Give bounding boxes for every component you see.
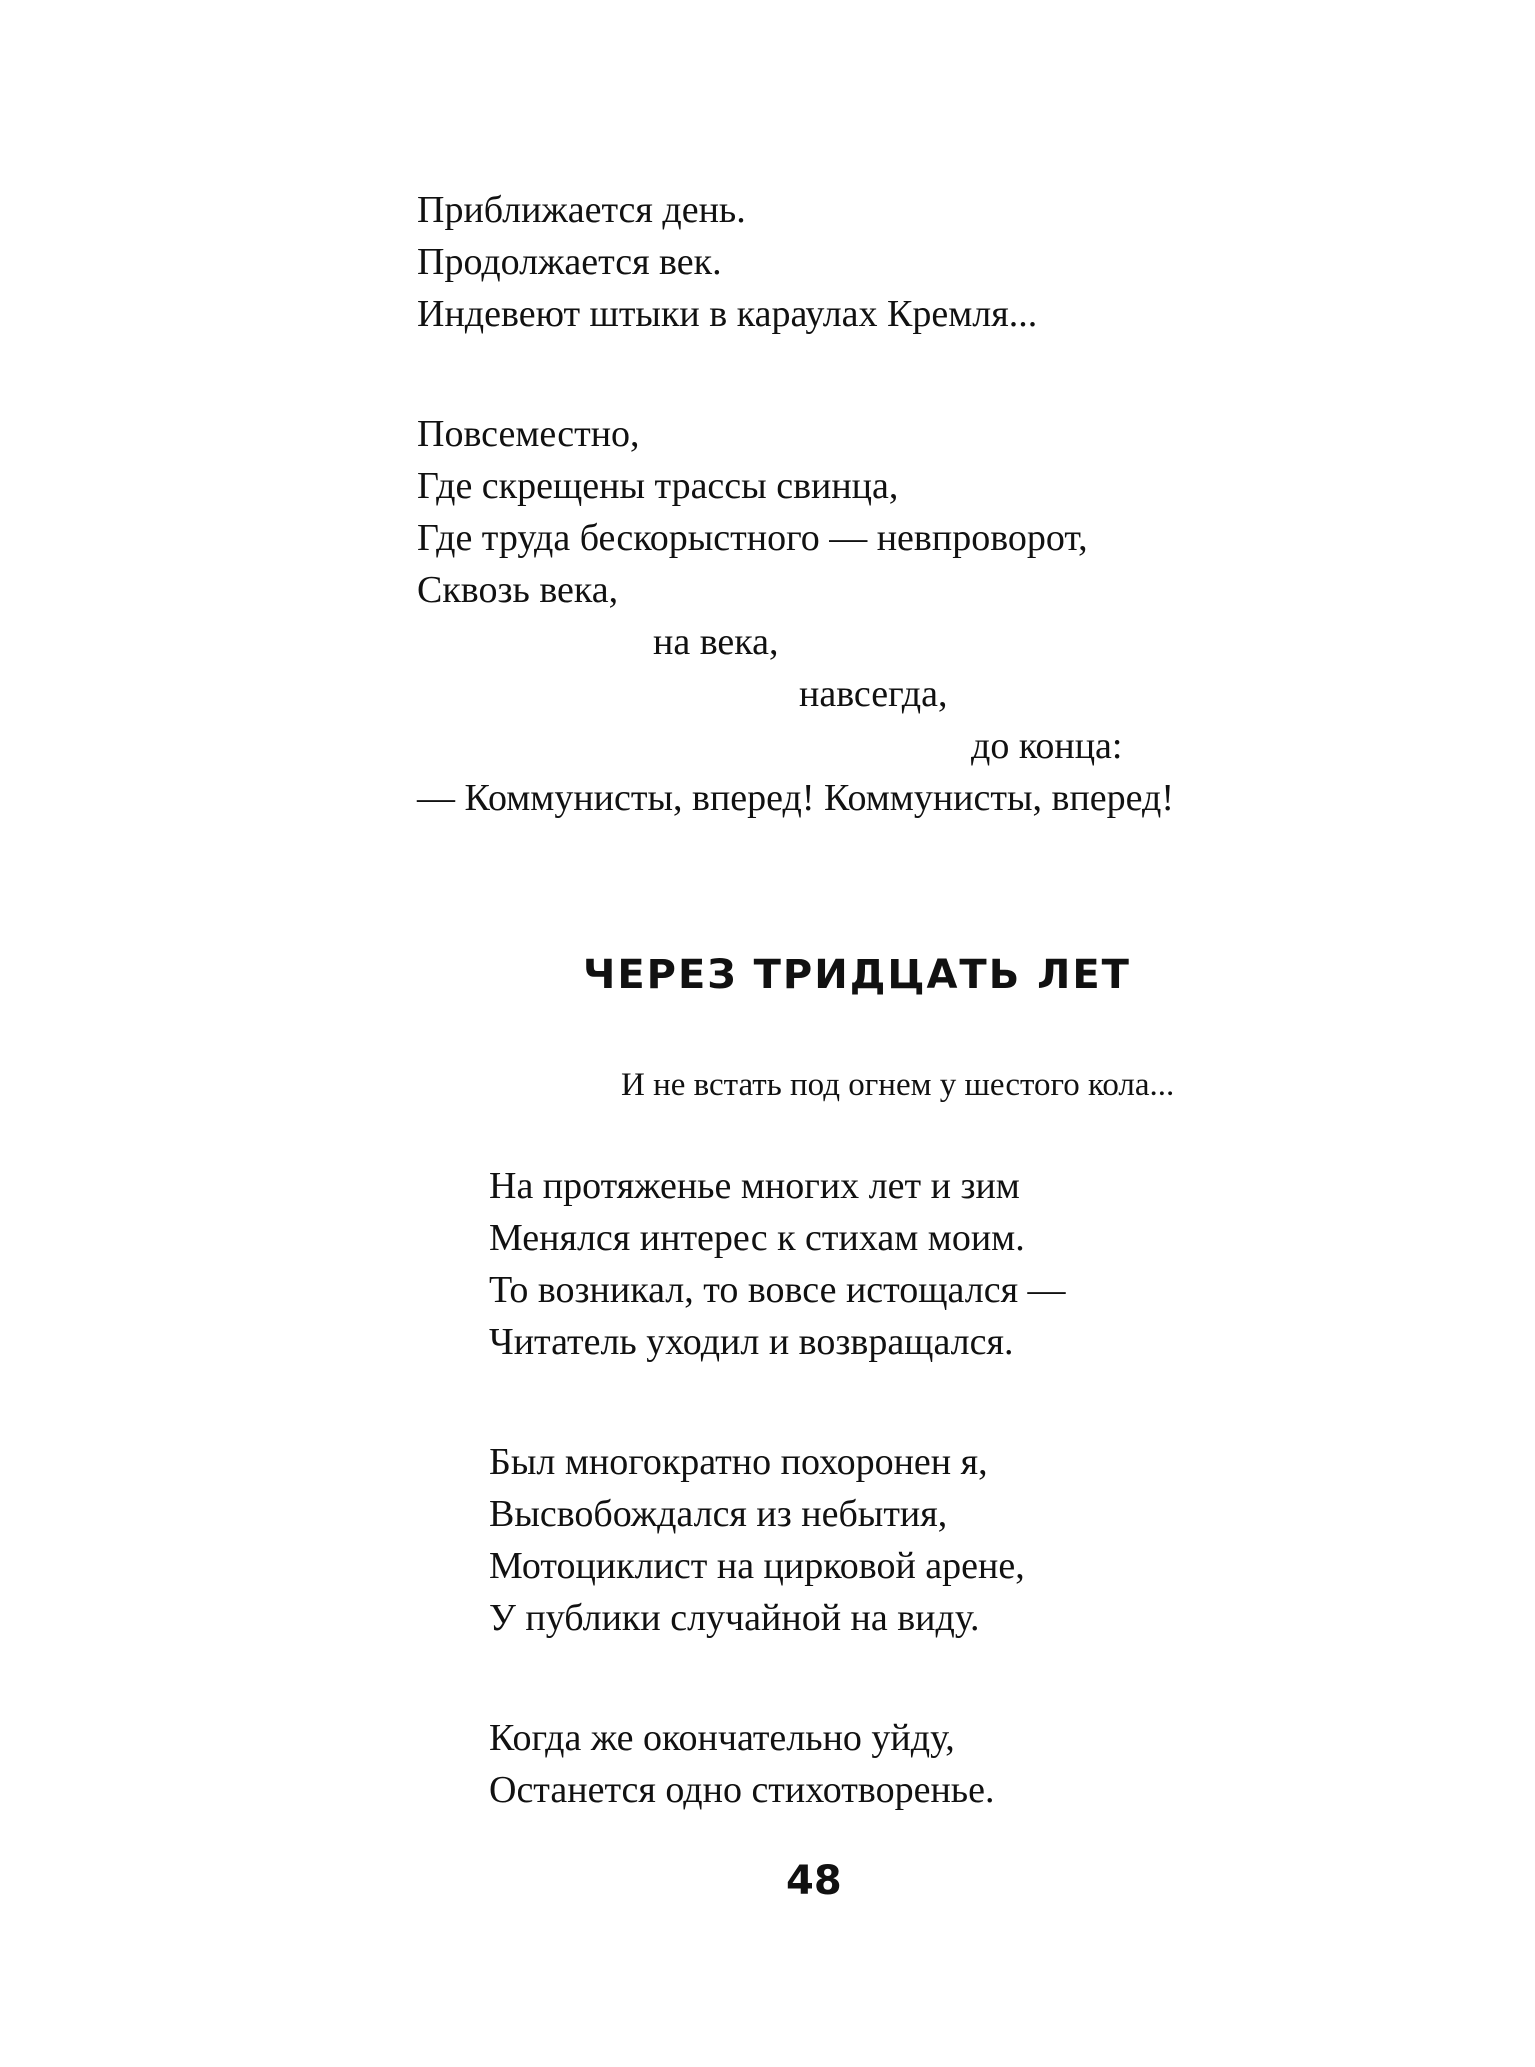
page-number: 48 bbox=[786, 1858, 842, 1904]
verse-line: Где скрещены трассы свинца, bbox=[417, 465, 899, 507]
verse-line: Продолжается век. bbox=[417, 241, 722, 283]
verse-line: Где труда бескорыстного — невпроворот, bbox=[417, 517, 1088, 559]
verse-line: Когда же окончательно уйду, bbox=[489, 1717, 955, 1759]
verse-line: Повсеместно, bbox=[417, 413, 640, 455]
verse-line: Останется одно стихотворенье. bbox=[489, 1769, 995, 1811]
poem-title: ЧЕРЕЗ ТРИДЦАТЬ ЛЕТ bbox=[583, 952, 1131, 998]
verse-line: У публики случайной на виду. bbox=[489, 1597, 980, 1639]
verse-line: на века, bbox=[653, 621, 779, 663]
verse-line: — Коммунисты, вперед! Коммунисты, вперед! bbox=[417, 777, 1174, 819]
verse-line: Индевеют штыки в караулах Кремля... bbox=[417, 293, 1038, 335]
verse-line: Был многократно похоронен я, bbox=[489, 1441, 988, 1483]
verse-line: Читатель уходил и возвращался. bbox=[489, 1321, 1014, 1363]
verse-line: до конца: bbox=[971, 725, 1123, 767]
verse-line: навсегда, bbox=[799, 673, 948, 715]
verse-line: Высвобождался из небытия, bbox=[489, 1493, 948, 1535]
verse-line: На протяженье многих лет и зим bbox=[489, 1165, 1020, 1207]
verse-line: Менялся интерес к стихам моим. bbox=[489, 1217, 1025, 1259]
verse-line: То возникал, то вовсе истощался — bbox=[489, 1269, 1066, 1311]
epigraph: И не встать под огнем у шестого кола... bbox=[621, 1067, 1175, 1103]
verse-line: Приближается день. bbox=[417, 189, 746, 231]
verse-line: Сквозь века, bbox=[417, 569, 619, 611]
verse-line: Мотоциклист на цирковой арене, bbox=[489, 1545, 1025, 1587]
